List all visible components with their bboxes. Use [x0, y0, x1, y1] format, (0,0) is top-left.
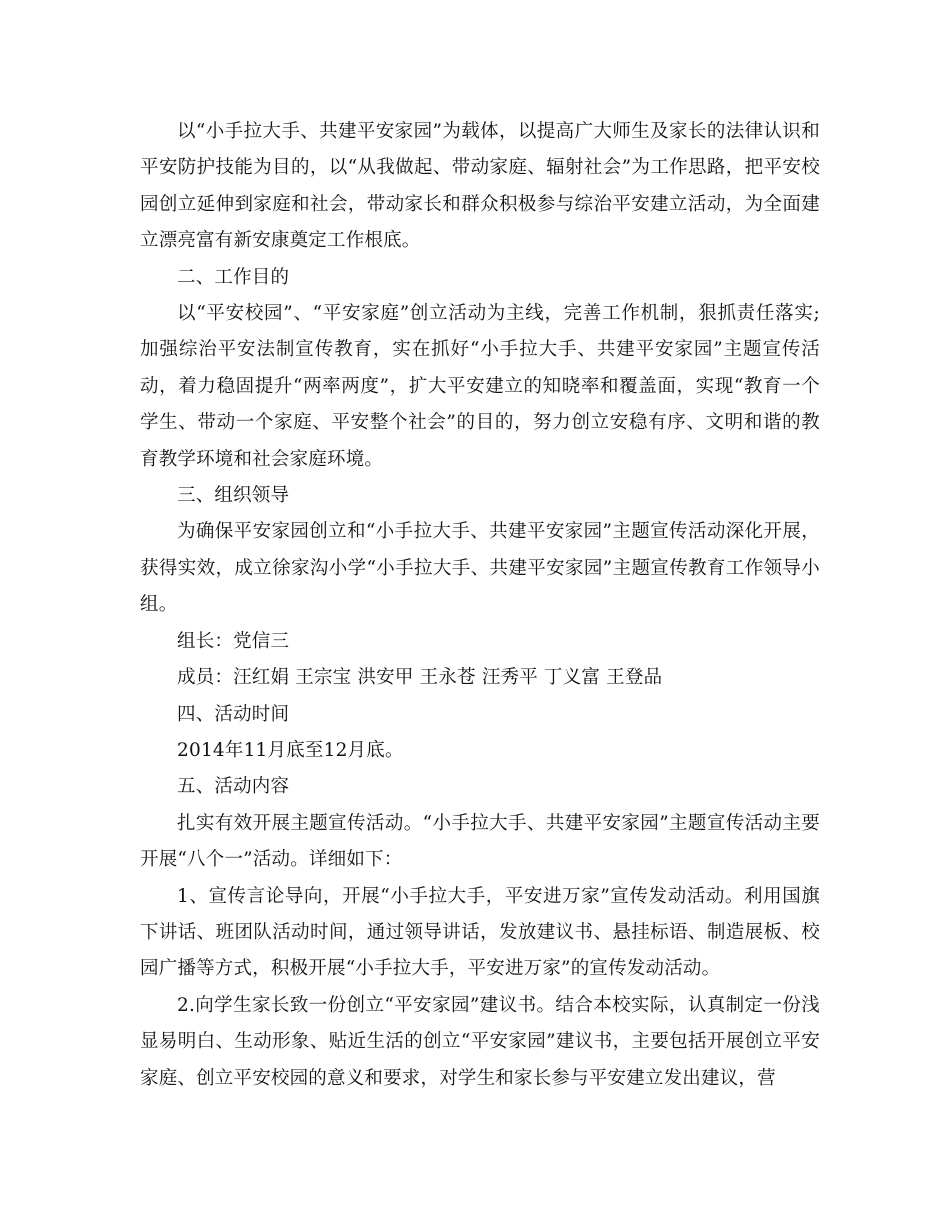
section-heading-organization: 三、组织领导 [177, 485, 290, 507]
section-heading-activity-time: 四、活动时间 [177, 703, 290, 725]
organization-paragraph: 为确保平安家园创立和“小手拉大手、共建平安家园”主题宣传活动深化开展，获得实效，成立徐家沟小学“小手拉大手、共建平安家园”主题宣传教育工作领导小组。 [140, 521, 820, 616]
document-body [140, 114, 820, 1097]
work-goal-paragraph: 以“平安校园”、“平安家庭”创立活动为主线，完善工作机制，狠抓责任落实;加强综治平安法制宣传教育，实在抓好“小手拉大手、共建平安家园”主题宣传活动，着力稳固提升“两率两度”，扩大平安建立的知晓率和覆盖面，实现“教育一个学生、带动一个家庭、平安整个社会”的目的，努力创立安稳有序、文明和谐的教育教学环境和社会家庭环境。 [140, 303, 820, 470]
intro-paragraph: 以“小手拉大手、共建平安家园”为载体，以提高广大师生及家长的法律认识和平安防护技能为目的，以“从我做起、带动家庭、辐射社会”为工作思路，把平安校园创立延伸到家庭和社会，带动家长和群众积极参与综治平安建立活动，为全面建立漂亮富有新安康奠定工作根底。 [140, 121, 820, 252]
team-members-line: 成员：汪红娟 王宗宝 洪安甲 王永苍 汪秀平 丁义富 王登品 [177, 667, 663, 689]
team-leader-line: 组长：党信三 [177, 630, 290, 652]
activity-item-2: 2.向学生家长致一份创立“平安家园”建议书。结合本校实际，认真制定一份浅显易明白、生动形象、贴近生活的创立“平安家园”建议书，主要包括开展创立平安家庭、创立平安校园的意义和要求，对学生和家长参与平安建立发出建议，营 [140, 994, 820, 1089]
activity-time-paragraph: 2014年11月底至12月底。 [177, 739, 404, 761]
activity-content-paragraph: 扎实有效开展主题宣传活动。“小手拉大手、共建平安家园”主题宣传活动主要开展“八个一”活动。详细如下： [140, 812, 820, 871]
section-heading-work-goal: 二、工作目的 [177, 266, 290, 288]
section-heading-activity-content: 五、活动内容 [177, 776, 290, 798]
activity-item-1: 1、宣传言论导向，开展“小手拉大手，平安进万家”宣传发动活动。利用国旗下讲话、班团队活动时间，通过领导讲话，发放建议书、悬挂标语、制造展板、校园广播等方式，积极开展“小手拉大手，平安进万家”的宣传发动活动。 [140, 885, 820, 980]
